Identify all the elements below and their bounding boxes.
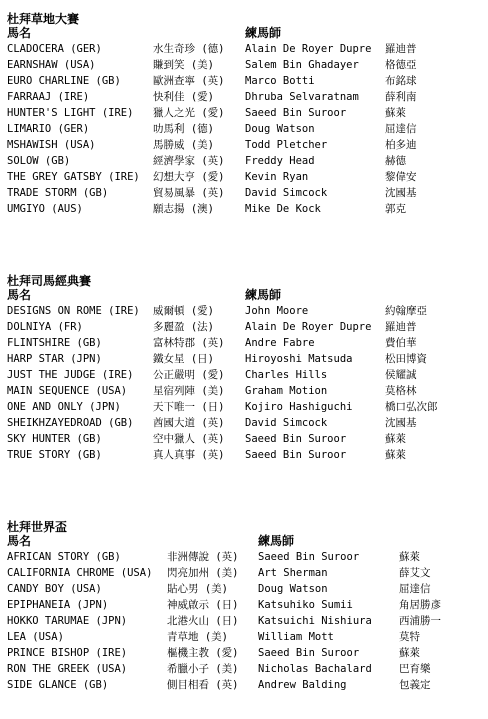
trainer-name: Andre Fabre	[245, 337, 315, 349]
trainer-chinese-name: 格德亞	[385, 59, 417, 71]
horse-chinese-name: 空中獵人 (英)	[153, 433, 225, 445]
trainer-chinese-name: 巴育樂	[399, 663, 431, 675]
entry-row	[7, 153, 485, 169]
horse-name: MSHAWISH (USA)	[7, 139, 96, 151]
trainer-chinese-name: 屈達信	[385, 123, 417, 135]
trainer-name: Art Sherman	[258, 567, 328, 579]
entry-row	[7, 73, 485, 89]
horse-chinese-name: 賺到笑 (美)	[153, 59, 214, 71]
entry-list	[7, 549, 485, 693]
horse-name: HOKKO TARUMAE (JPN)	[7, 615, 128, 627]
trainer-name: Freddy Head	[245, 155, 315, 167]
section-title: 杜拜草地大賽	[7, 12, 80, 26]
horse-name: FARRAAJ (IRE)	[7, 91, 90, 103]
entry-row	[7, 303, 485, 319]
horse-column-header: 馬名	[7, 288, 32, 302]
entry-row	[7, 565, 485, 581]
entry-row	[7, 335, 485, 351]
entry-row	[7, 41, 485, 57]
trainer-name: Katsuhiko Sumii	[258, 599, 353, 611]
entry-row	[7, 201, 485, 217]
trainer-chinese-name: 蘇萊	[399, 551, 420, 563]
horse-name: AFRICAN STORY (GB)	[7, 551, 121, 563]
entry-row	[7, 613, 485, 629]
trainer-name: Kevin Ryan	[245, 171, 309, 183]
horse-name: EARNSHAW (USA)	[7, 59, 96, 71]
column-header-row	[7, 288, 485, 303]
section-dubai-world-cup	[7, 520, 485, 693]
trainer-name: David Simcock	[245, 187, 328, 199]
horse-chinese-name: 天下唯一 (日)	[153, 401, 225, 413]
horse-chinese-name: 樞機主教 (愛)	[167, 647, 239, 659]
trainer-chinese-name: 莫格林	[385, 385, 417, 397]
trainer-chinese-name: 西浦勝一	[399, 615, 441, 627]
trainer-name: Saeed Bin Suroor	[258, 551, 360, 563]
horse-chinese-name: 真人真事 (英)	[153, 449, 225, 461]
trainer-chinese-name: 布銘球	[385, 75, 417, 87]
entry-list	[7, 303, 485, 463]
horse-chinese-name: 星宿列陣 (美)	[153, 385, 225, 397]
entry-row	[7, 169, 485, 185]
trainer-chinese-name: 費伯華	[385, 337, 417, 349]
trainer-name: Hiroyoshi Matsuda	[245, 353, 353, 365]
trainer-name: Kojiro Hashiguchi	[245, 401, 353, 413]
entry-row	[7, 645, 485, 661]
horse-chinese-name: 威爾頓 (愛)	[153, 305, 214, 317]
trainer-name: Dhruba Selvaratnam	[245, 91, 359, 103]
trainer-chinese-name: 包義定	[399, 679, 431, 691]
section-title: 杜拜司馬經典賽	[7, 274, 92, 288]
horse-name: SKY HUNTER (GB)	[7, 433, 102, 445]
horse-chinese-name: 鐵女星 (日)	[153, 353, 214, 365]
trainer-name: Mike De Kock	[245, 203, 321, 215]
column-header-row	[7, 26, 485, 41]
horse-chinese-name: 北港火山 (日)	[167, 615, 239, 627]
horse-name: CALIFORNIA CHROME (USA)	[7, 567, 153, 579]
section-dubai-turf	[7, 12, 485, 217]
horse-chinese-name: 神威啟示 (日)	[167, 599, 239, 611]
trainer-name: Charles Hills	[245, 369, 328, 381]
horse-name: SOLOW (GB)	[7, 155, 71, 167]
horse-name: SHEIKHZAYEDROAD (GB)	[7, 417, 134, 429]
trainer-chinese-name: 約翰摩亞	[385, 305, 427, 317]
trainer-chinese-name: 赫德	[385, 155, 406, 167]
entry-row	[7, 415, 485, 431]
entry-row	[7, 677, 485, 693]
horse-name: HUNTER'S LIGHT (IRE)	[7, 107, 134, 119]
horse-chinese-name: 馬勝威 (美)	[153, 139, 214, 151]
trainer-name: Doug Watson	[258, 583, 328, 595]
trainer-name: Doug Watson	[245, 123, 315, 135]
trainer-chinese-name: 羅迪普	[385, 321, 417, 333]
trainer-name: Saeed Bin Suroor	[245, 449, 347, 461]
trainer-name: Todd Pletcher	[245, 139, 328, 151]
horse-chinese-name: 貿易風暴 (英)	[153, 187, 225, 199]
entry-row	[7, 319, 485, 335]
entry-row	[7, 57, 485, 73]
horse-name: TRADE STORM (GB)	[7, 187, 109, 199]
horse-chinese-name: 獵人之光 (愛)	[153, 107, 225, 119]
horse-name: JUST THE JUDGE (IRE)	[7, 369, 134, 381]
entry-row	[7, 137, 485, 153]
entry-row	[7, 549, 485, 565]
entry-row	[7, 597, 485, 613]
trainer-name: Alain De Royer Dupre	[245, 43, 372, 55]
horse-chinese-name: 非洲傳說 (英)	[167, 551, 239, 563]
horse-name: LEA (USA)	[7, 631, 64, 643]
trainer-chinese-name: 黎偉安	[385, 171, 417, 183]
trainer-name: Saeed Bin Suroor	[258, 647, 360, 659]
horse-chinese-name: 閃亮加州 (美)	[167, 567, 239, 579]
trainer-chinese-name: 薛艾文	[399, 567, 431, 579]
trainer-chinese-name: 蘇萊	[385, 449, 406, 461]
entry-row	[7, 581, 485, 597]
trainer-name: Katsuichi Nishiura	[258, 615, 372, 627]
trainer-name: Graham Motion	[245, 385, 328, 397]
horse-column-header: 馬名	[7, 26, 32, 40]
trainer-name: David Simcock	[245, 417, 328, 429]
horse-chinese-name: 貼心男 (美)	[167, 583, 228, 595]
trainer-name: Alain De Royer Dupre	[245, 321, 372, 333]
trainer-chinese-name: 郭克	[385, 203, 406, 215]
horse-name: EPIPHANEIA (JPN)	[7, 599, 109, 611]
entry-row	[7, 629, 485, 645]
trainer-column-header: 練馬師	[245, 288, 282, 302]
entry-row	[7, 105, 485, 121]
section-dubai-sheema-classic	[7, 274, 485, 463]
entry-row	[7, 399, 485, 415]
horse-name: DOLNIYA (FR)	[7, 321, 83, 333]
horse-column-header: 馬名	[7, 534, 32, 548]
horse-name: FLINTSHIRE (GB)	[7, 337, 102, 349]
trainer-chinese-name: 沈國基	[385, 187, 417, 199]
trainer-column-header: 練馬師	[258, 534, 295, 548]
trainer-chinese-name: 羅迪普	[385, 43, 417, 55]
entry-row	[7, 351, 485, 367]
horse-name: RON THE GREEK (USA)	[7, 663, 128, 675]
horse-name: THE GREY GATSBY (IRE)	[7, 171, 140, 183]
trainer-name: William Mott	[258, 631, 334, 643]
trainer-chinese-name: 蘇萊	[399, 647, 420, 659]
horse-name: PRINCE BISHOP (IRE)	[7, 647, 128, 659]
trainer-chinese-name: 屈達信	[399, 583, 431, 595]
horse-name: CANDY BOY (USA)	[7, 583, 102, 595]
trainer-chinese-name: 柏多迪	[385, 139, 417, 151]
trainer-name: Saeed Bin Suroor	[245, 433, 347, 445]
horse-name: TRUE STORY (GB)	[7, 449, 102, 461]
horse-chinese-name: 經濟學家 (英)	[153, 155, 225, 167]
horse-chinese-name: 酋國大道 (英)	[153, 417, 225, 429]
entry-row	[7, 89, 485, 105]
trainer-chinese-name: 沈國基	[385, 417, 417, 429]
trainer-column-header: 練馬師	[245, 26, 282, 40]
entry-row	[7, 383, 485, 399]
horse-chinese-name: 側目相看 (英)	[167, 679, 239, 691]
entry-row	[7, 121, 485, 137]
horse-chinese-name: 富林特郡 (英)	[153, 337, 225, 349]
horse-chinese-name: 公正嚴明 (愛)	[153, 369, 225, 381]
trainer-name: John Moore	[245, 305, 309, 317]
trainer-name: Andrew Balding	[258, 679, 347, 691]
entry-row	[7, 185, 485, 201]
horse-name: ONE AND ONLY (JPN)	[7, 401, 121, 413]
horse-name: SIDE GLANCE (GB)	[7, 679, 109, 691]
trainer-chinese-name: 薛利南	[385, 91, 417, 103]
horse-chinese-name: 叻馬利 (德)	[153, 123, 214, 135]
trainer-chinese-name: 角居勝彥	[399, 599, 441, 611]
horse-name: LIMARIO (GER)	[7, 123, 90, 135]
trainer-name: Saeed Bin Suroor	[245, 107, 347, 119]
section-title: 杜拜世界盃	[7, 520, 68, 534]
horse-chinese-name: 多麗盈 (法)	[153, 321, 214, 333]
horse-chinese-name: 幻想大亨 (愛)	[153, 171, 225, 183]
horse-chinese-name: 希臘小子 (美)	[167, 663, 239, 675]
column-header-row	[7, 534, 485, 549]
entry-row	[7, 431, 485, 447]
horse-name: DESIGNS ON ROME (IRE)	[7, 305, 140, 317]
trainer-name: Marco Botti	[245, 75, 315, 87]
trainer-chinese-name: 莫特	[399, 631, 420, 643]
horse-chinese-name: 水生奇珍 (德)	[153, 43, 225, 55]
trainer-name: Nicholas Bachalard	[258, 663, 372, 675]
horse-name: UMGIYO (AUS)	[7, 203, 83, 215]
entry-row	[7, 447, 485, 463]
horse-name: HARP STAR (JPN)	[7, 353, 102, 365]
trainer-chinese-name: 蘇萊	[385, 433, 406, 445]
horse-chinese-name: 歐洲查寧 (英)	[153, 75, 225, 87]
horse-chinese-name: 青草地 (美)	[167, 631, 228, 643]
entry-list	[7, 41, 485, 217]
trainer-chinese-name: 松田博資	[385, 353, 427, 365]
horse-name: EURO CHARLINE (GB)	[7, 75, 121, 87]
horse-chinese-name: 快利佳 (愛)	[153, 91, 214, 103]
trainer-chinese-name: 蘇萊	[385, 107, 406, 119]
entry-row	[7, 661, 485, 677]
trainer-chinese-name: 侯耀誠	[385, 369, 417, 381]
entry-row	[7, 367, 485, 383]
horse-chinese-name: 願志揚 (澳)	[153, 203, 214, 215]
horse-name: CLADOCERA (GER)	[7, 43, 102, 55]
trainer-name: Salem Bin Ghadayer	[245, 59, 359, 71]
horse-name: MAIN SEQUENCE (USA)	[7, 385, 128, 397]
trainer-chinese-name: 橋口弘次郎	[385, 401, 438, 413]
